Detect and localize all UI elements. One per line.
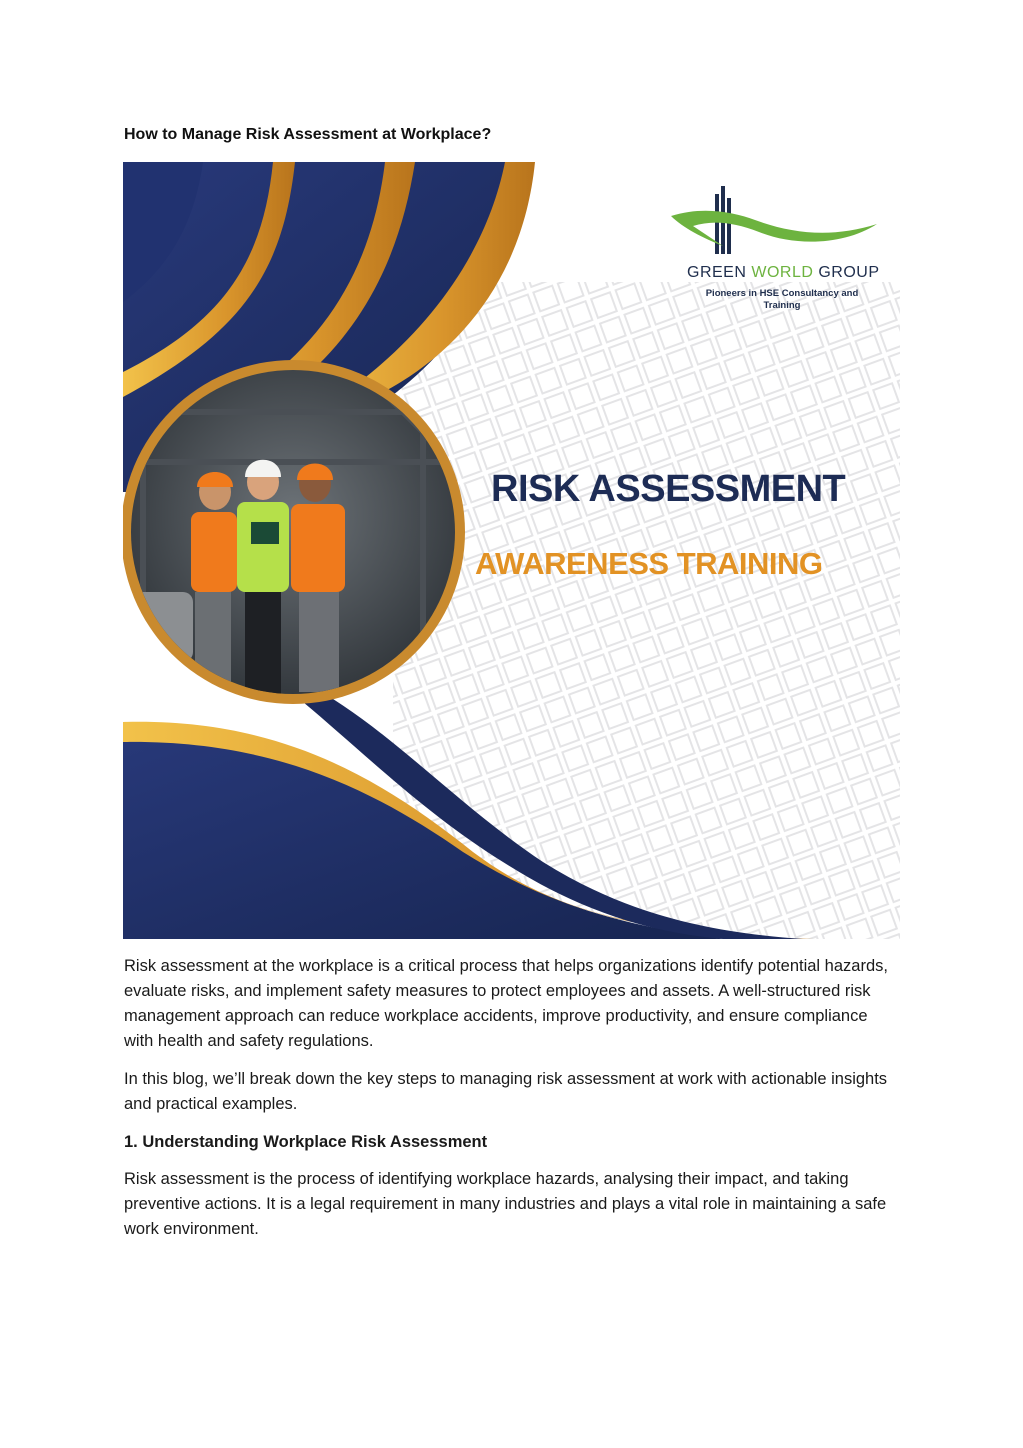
article-body [124,954,894,1255]
building-pattern [393,282,900,939]
section-heading: 1. Understanding Workplace Risk Assessment [124,1133,488,1151]
intro-paragraph: Risk assessment at the workplace is a critical process that helps organizations identify potential hazards, evaluate risks, and implement safety measures to protect employees and assets. A well-structured risk management approach can reduce workplace accidents, improve productivity, and ensure compliance with health and safety regulations. [124,957,888,1050]
green-world-logo-icon [663,176,893,266]
document-title: How to Manage Risk Assessment at Workplace? [124,126,492,143]
section-paragraph: Risk assessment is the process of identifying workplace hazards, analysing their impact, and taking preventive actions. It is a legal requirement in many industries and plays a vital role in maintaining a safe work environment. [124,1170,887,1238]
banner-subheadline: AWARENESS TRAINING [475,546,823,581]
banner-headline: RISK ASSESSMENT [491,468,846,510]
company-logo [663,176,893,316]
blog-paragraph: In this blog, we’ll break down the key steps to managing risk assessment at work with actionable insights and practical examples. [124,1070,888,1113]
logo-name: GREEN WORLD GROUP [687,264,880,281]
logo-tagline: Pioneers in HSE Consultancy and Training [705,288,859,311]
risk-assessment-banner [123,162,900,939]
